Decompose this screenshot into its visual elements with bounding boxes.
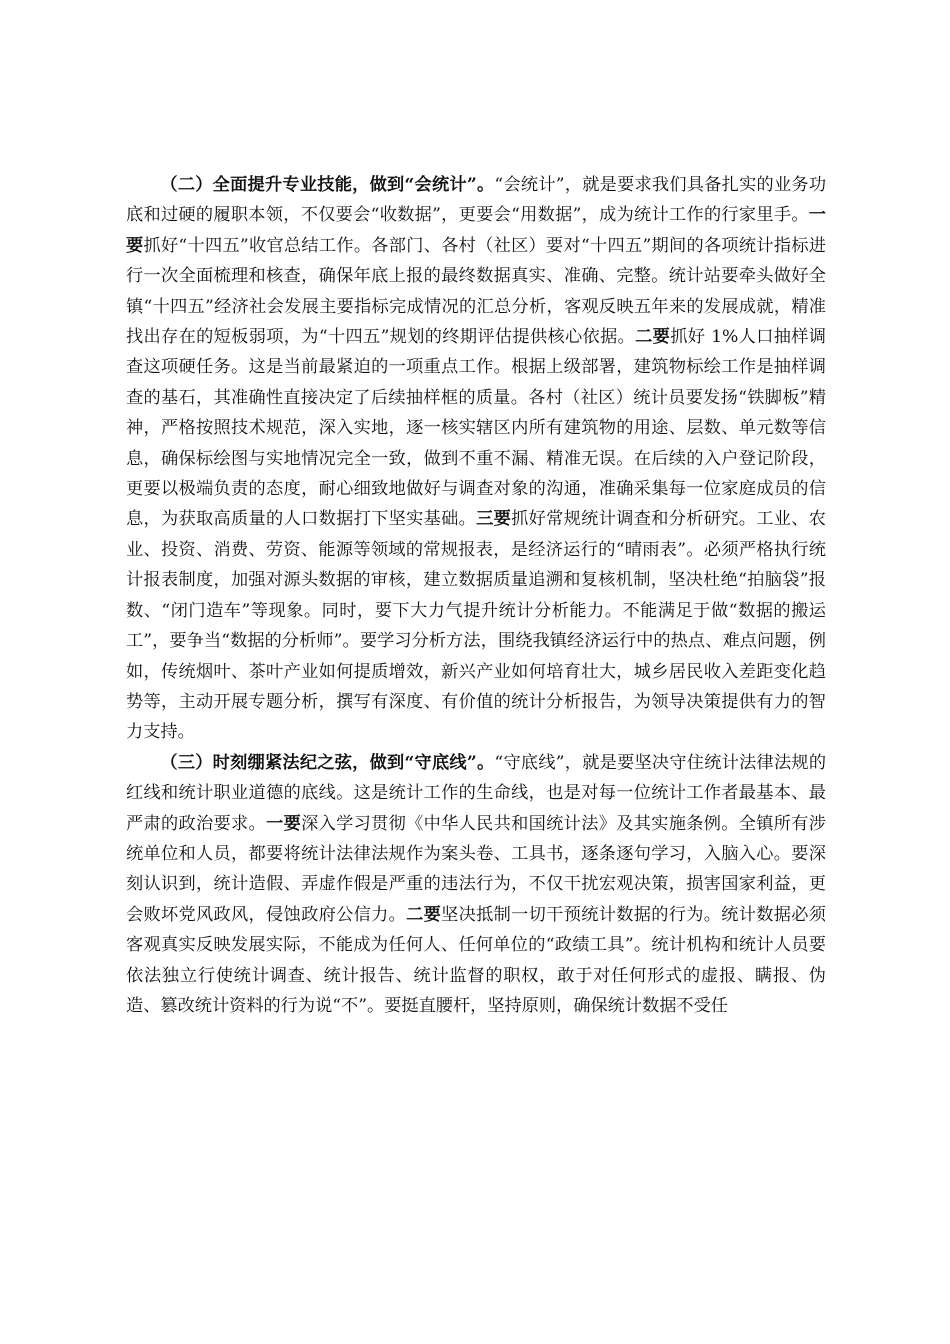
section-2-heading: （二）全面提升专业技能，做到“会统计”。 (160, 175, 495, 195)
section-3-point-2-text: 坚决抵制一切干预统计数据的行为。统计数据必须客观真实反映发展实际，不能成为任何人、任何单位的“政绩工具”。统计机构和统计人员要依法独立行使统计调查、统计报告、统计监督的职权，敢于对任何形式的虚报、瞒报、伪造、篡改统计资料的行为说“不”。要挺直腰杆，坚持原则，确保统计数据不受任 (126, 904, 826, 1016)
point-2-marker: 二要 (635, 327, 671, 348)
paragraph-section-3 (126, 748, 826, 1022)
section-3-point-1-marker: 一要 (266, 813, 302, 834)
paragraph-section-2 (126, 170, 826, 748)
point-1-text: 抓好“十四五”收官总结工作。各部门、各村（社区）要对“十四五”期间的各项统计指标进行一次全面梳理和核查，确保年底上报的最终数据真实、准确、完整。统计站要牵头做好全镇“十四五”经济社会发展主要指标完成情况的汇总分析，客观反映五年来的发展成就，精准找出存在的短板弱项，为“十四五”规划的终期评估提供核心依据。 (126, 235, 826, 348)
point-3-text: 抓好常规统计调查和分析研究。工业、农业、投资、消费、劳资、能源等领域的常规报表，是经济运行的“晴雨表”。必须严格执行统计报表制度，加强对源头数据的审核，建立数据质量追溯和复核机制，坚决杜绝“拍脑袋”报数、“闭门造车”等现象。同时，要下大力气提升统计分析能力。不能满足于做“数据的搬运工”，要争当“数据的分析师”。要学习分析方法，围绕我镇经济运行中的热点、难点问题，例如，传统烟叶、茶叶产业如何提质增效，新兴产业如何培育壮大，城乡居民收入差距变化趋势等，主动开展专题分析，撰写有深度、有价值的统计分析报告，为领导决策提供有力的智力支持。 (126, 509, 826, 743)
point-3-marker: 三要 (476, 509, 512, 530)
section-3-point-2-marker: 二要 (406, 904, 442, 925)
section-3-heading: （三）时刻绷紧法纪之弦，做到“守底线”。 (160, 752, 495, 773)
section-3-point-1-text: 深入学习贯彻《中华人民共和国统计法》及其实施条例。全镇所有涉统单位和人员，都要将统计法律法规作为案头卷、工具书，逐条逐句学习，入脑入心。要深刻认识到，统计造假、弄虚作假是严重的违法行为，不仅干扰宏观决策，损害国家利益，更会败坏党风政风，侵蚀政府公信力。 (126, 813, 826, 925)
point-2-text: 抓好 1%人口抽样调查这项硬任务。这是当前最紧迫的一项重点工作。根据上级部署，建筑物标绘工作是抽样调查的基石，其准确性直接决定了后续抽样框的质量。各村（社区）统计员要发扬“铁脚板”精神，严格按照技术规范，深入实地，逐一核实辖区内所有建筑物的用途、层数、单元数等信息，确保标绘图与实地情况完全一致，做到不重不漏、精准无误。在后续的入户登记阶段，更要以极端负责的态度，耐心细致地做好与调查对象的沟通，准确采集每一位家庭成员的信息，为获取高质量的人口数据打下坚实基础。 (126, 327, 826, 530)
document-body (126, 170, 826, 1021)
point-1-marker: 一要 (126, 205, 826, 256)
section-3-intro: “守底线”，就是要坚决守住统计法律法规的红线和统计职业道德的底线。这是统计工作的生命线，也是对每一位统计工作者最基本、最严肃的政治要求。 (126, 752, 827, 834)
section-2-intro: “会统计”，就是要求我们具备扎实的业务功底和过硬的履职本领，不仅要会“收数据”，更要会“用数据”，成为统计工作的行家里手。 (126, 175, 827, 226)
